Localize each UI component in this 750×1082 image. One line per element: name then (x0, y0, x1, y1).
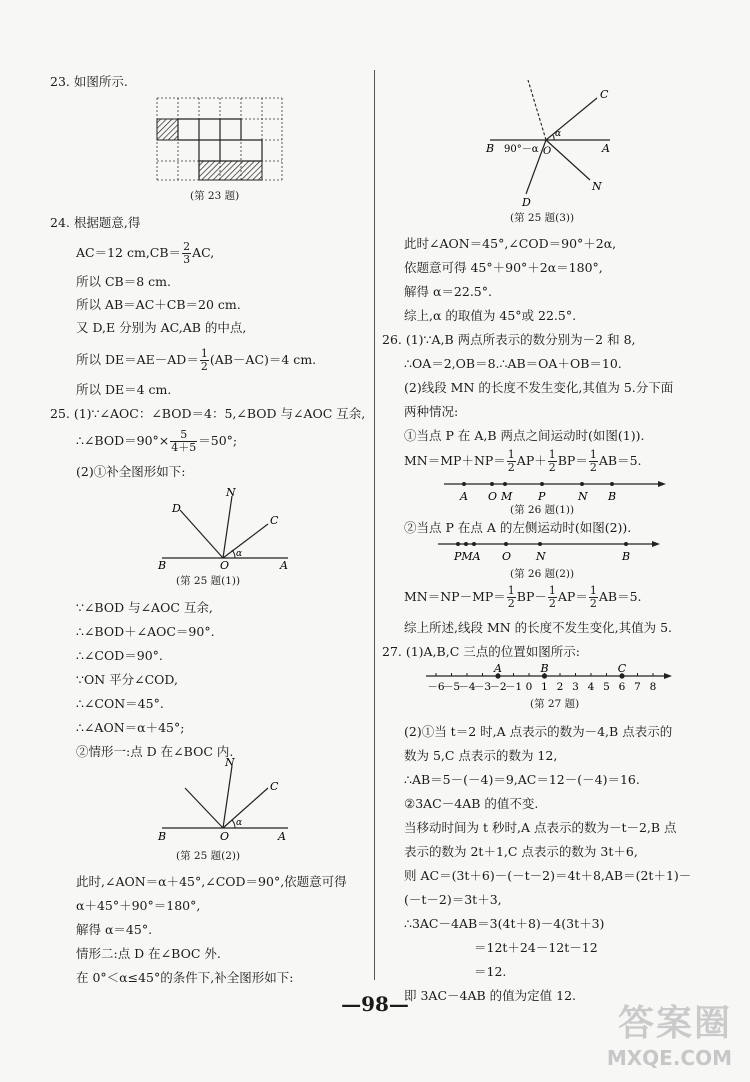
label-b: B (608, 490, 617, 502)
label-n: N (226, 486, 236, 499)
q24-line7: 所以 DE＝4 cm. (76, 382, 172, 397)
fraction: $\frac{1}{2}$ (507, 584, 515, 610)
label-pma: PMA (454, 550, 481, 563)
q27-axis-arrow (664, 673, 672, 679)
q25-line14: 情形二:点 D 在∠BOC 外. (76, 946, 221, 961)
watermark (607, 995, 732, 1070)
label-m: M (501, 490, 513, 502)
label-d: D (522, 196, 531, 206)
fraction: $\frac{1}{2}$ (507, 448, 515, 474)
q27-line6: 当移动时间为 t 秒时,A 点表示的数为－t－2,B 点 (404, 820, 677, 835)
q25-caption-1: (第 25 题(1)) (176, 575, 241, 587)
q24-line5: 又 D,E 分别为 AC,AB 的中点, (76, 320, 247, 335)
q27-line9: (－t－2)＝3t＋3, (404, 892, 502, 907)
q27-line1: 27. (1)A,B,C 三点的位置如图所示: (382, 644, 580, 659)
label-c: C (270, 780, 279, 793)
q27-line11: ＝12t＋24－12t－12 (474, 940, 598, 955)
label-alpha: α (236, 818, 243, 828)
fraction: $\frac{1}{2}$ (548, 448, 556, 474)
q23-grid-figure (155, 96, 285, 182)
label-b: B (158, 559, 167, 570)
fraction: $\frac{1}{2}$ (200, 347, 208, 373)
q24-line6: 所以 DE＝AE－AD＝ $\frac{1}{2}$ (AB－AC)＝4 cm. (76, 347, 317, 373)
q25-figure-2 (150, 758, 295, 846)
q27-line2: (2)①当 t＝2 时,A 点表示的数为－4,B 点表示的 (404, 724, 673, 739)
q24-line2: AC＝12 cm,CB＝ $\frac{2}{3}$ AC, (76, 240, 215, 266)
q26-numberline-1 (440, 472, 670, 502)
label-a: A (460, 490, 468, 502)
q27-line4: ∴AB＝5－(－4)＝9,AC＝12－(－4)＝16. (404, 772, 640, 787)
q27-tick-label: 0 (525, 681, 533, 693)
q27-tick-label: 8 (649, 681, 657, 693)
label-n: N (592, 180, 602, 193)
q27-tick-label: －2 (489, 681, 507, 693)
q26-line3: (2)线段 MN 的长度不发生变化,其值为 5.分下面 (404, 380, 674, 395)
label-b: B (622, 550, 631, 563)
q26-numberline-2 (434, 536, 664, 566)
label-p: P (538, 490, 546, 502)
q25-line7: ∵ON 平分∠COD, (76, 672, 178, 687)
q27-line12: ＝12. (474, 964, 507, 979)
fraction: $\frac{1}{2}$ (589, 448, 597, 474)
label-n: N (578, 490, 588, 502)
label-o: O (220, 559, 230, 570)
q26-line7: ②当点 P 在点 A 的左侧运动时(如图(2)). (404, 520, 632, 535)
q27-tick-label: 1 (541, 681, 548, 693)
q25-line3: (2)①补全图形如下: (76, 464, 186, 479)
q27-tick-label: 3 (572, 681, 579, 693)
q25-line5: ∴∠BOD＋∠AOC＝90°. (76, 624, 215, 639)
q26-line5: ①当点 P 在 A,B 两点之间运动时(如图(1)). (404, 428, 645, 443)
fraction: $\frac{1}{2}$ (589, 584, 597, 610)
label-b: B (486, 142, 495, 155)
q27-tick-label: －6 (427, 681, 445, 693)
label-angle: 90°－α (504, 144, 539, 155)
q25-line10: ②情形一:点 D 在∠BOC 内. (76, 744, 234, 759)
grid-hatched-cell (157, 119, 178, 140)
q24-line4: 所以 AB＝AC＋CB＝20 cm. (76, 297, 241, 312)
watermark-logo: 答案圈 (617, 1003, 732, 1044)
label-alpha: α (555, 129, 562, 139)
watermark-url: MXQE.COM (606, 1046, 732, 1070)
q25-figure-1 (150, 486, 295, 570)
label-o: O (220, 830, 230, 843)
label-alpha: α (236, 549, 243, 559)
label-c: C (270, 514, 279, 527)
fraction: $\frac{1}{2}$ (548, 584, 556, 610)
q25-figure-3 (482, 76, 622, 206)
q27-tick-label: 6 (618, 681, 626, 693)
q27-point-label: A (494, 664, 502, 675)
grid-hatched-block (199, 161, 262, 180)
q27-tick-label: 2 (556, 681, 564, 693)
q26-caption-1: (第 26 题(1)) (510, 504, 575, 516)
q27-tick-label: －5 (442, 681, 461, 693)
label-o: O (488, 490, 498, 502)
q27-tick-label: －4 (458, 681, 476, 693)
q26-line2: ∴OA＝2,OB＝8.∴AB＝OA＋OB＝10. (404, 356, 622, 371)
q27-line10: ∴3AC－4AB＝3(4t＋8)－4(3t＋3) (404, 916, 605, 931)
column-divider (374, 70, 375, 980)
q23-caption: (第 23 题) (190, 190, 240, 202)
q24-line3: 所以 CB＝8 cm. (76, 274, 171, 289)
q25-line15: 在 0°＜α≤45°的条件下,补全图形如下: (76, 970, 294, 985)
q25-line12: α＋45°＋90°＝180°, (76, 898, 201, 913)
label-a: A (602, 142, 610, 155)
r-line1: 此时∠AON＝45°,∠COD＝90°＋2α, (404, 236, 617, 251)
q27-line3: 数为 5,C 点表示的数为 12, (404, 748, 558, 763)
page-number: —98— (341, 992, 409, 1016)
q25-line6: ∴∠COD＝90°. (76, 648, 163, 663)
q27-line7: 表示的数为 2t＋1,C 点表示的数为 3t＋6, (404, 844, 638, 859)
q25-line1: 25. (1)∵∠AOC：∠BOD＝4：5,∠BOD 与∠AOC 互余, (50, 406, 366, 421)
fraction: $\frac{5}{4+5}$ (171, 428, 197, 454)
q25-line11: 此时,∠AON＝α＋45°,∠COD＝90°,依题意可得 (76, 874, 347, 889)
q27-tick-label: －3 (473, 681, 492, 693)
q27-tick-label: －1 (504, 681, 523, 693)
fraction: $\frac{2}{3}$ (183, 240, 191, 266)
q26-line1: 26. (1)∵A,B 两点所表示的数分别为－2 和 8, (382, 332, 636, 347)
label-d: D (172, 502, 181, 515)
q26-line4: 两种情况: (404, 404, 459, 419)
q27-point-label: B (540, 664, 549, 675)
q25-line8: ∴∠CON＝45°. (76, 696, 164, 711)
label-n: N (536, 550, 546, 563)
q27-line5: ②3AC－4AB 的值不变. (404, 796, 539, 811)
r-line4: 综上,α 的取值为 45°或 22.5°. (404, 308, 577, 323)
q27-tick-label: 4 (587, 681, 595, 693)
label-c: C (600, 88, 609, 101)
q27-line8: 则 AC＝(3t＋6)－(－t－2)＝4t＋8,AB＝(2t＋1)－ (404, 868, 692, 883)
q27-line13: 即 3AC－4AB 的值为定值 12. (404, 988, 577, 1003)
q26-line6: MN＝MP＋NP＝ $\frac{1}{2}$ AP＋ $\frac{1}{2}$ BP＝ $\frac{1}{2}$ AB＝5. (404, 448, 642, 474)
q26-line8: MN＝NP－MP＝ $\frac{1}{2}$ BP－ $\frac{1}{2}$ AP＝ $\frac{1}{2}$ AB＝5. (404, 584, 642, 610)
q27-caption: (第 27 题) (530, 698, 580, 710)
q27-tick-label: 7 (634, 681, 641, 693)
q26-line9: 综上所述,线段 MN 的长度不发生变化,其值为 5. (404, 620, 673, 635)
q25-line4: ∵∠BOD 与∠AOC 互余, (76, 600, 213, 615)
q27-numberline (424, 664, 674, 694)
label-n: N (225, 758, 235, 769)
label-o: O (543, 146, 552, 157)
q25-caption-2: (第 25 题(2)) (176, 850, 241, 862)
q25-caption-3: (第 25 题(3)) (510, 212, 575, 224)
label-o: O (502, 550, 512, 563)
q26-caption-2: (第 26 题(2)) (510, 568, 575, 580)
label-b: B (158, 830, 167, 843)
q27-point-label: C (617, 664, 627, 675)
q25-line9: ∴∠AON＝α＋45°; (76, 720, 185, 735)
r-line2: 依题意可得 45°＋90°＋2α＝180°, (404, 260, 603, 275)
q24-title: 24. 根据题意,得 (50, 215, 141, 230)
label-a: A (278, 830, 286, 843)
q25-line2: ∴∠BOD＝90°× $\frac{5}{4+5}$ ＝50°; (76, 428, 238, 454)
q27-tick-label: 5 (603, 681, 610, 693)
q23-title: 23. 如图所示. (50, 74, 128, 89)
label-a: A (280, 559, 288, 570)
r-line3: 解得 α＝22.5°. (404, 284, 492, 299)
q25-line13: 解得 α＝45°. (76, 922, 153, 937)
